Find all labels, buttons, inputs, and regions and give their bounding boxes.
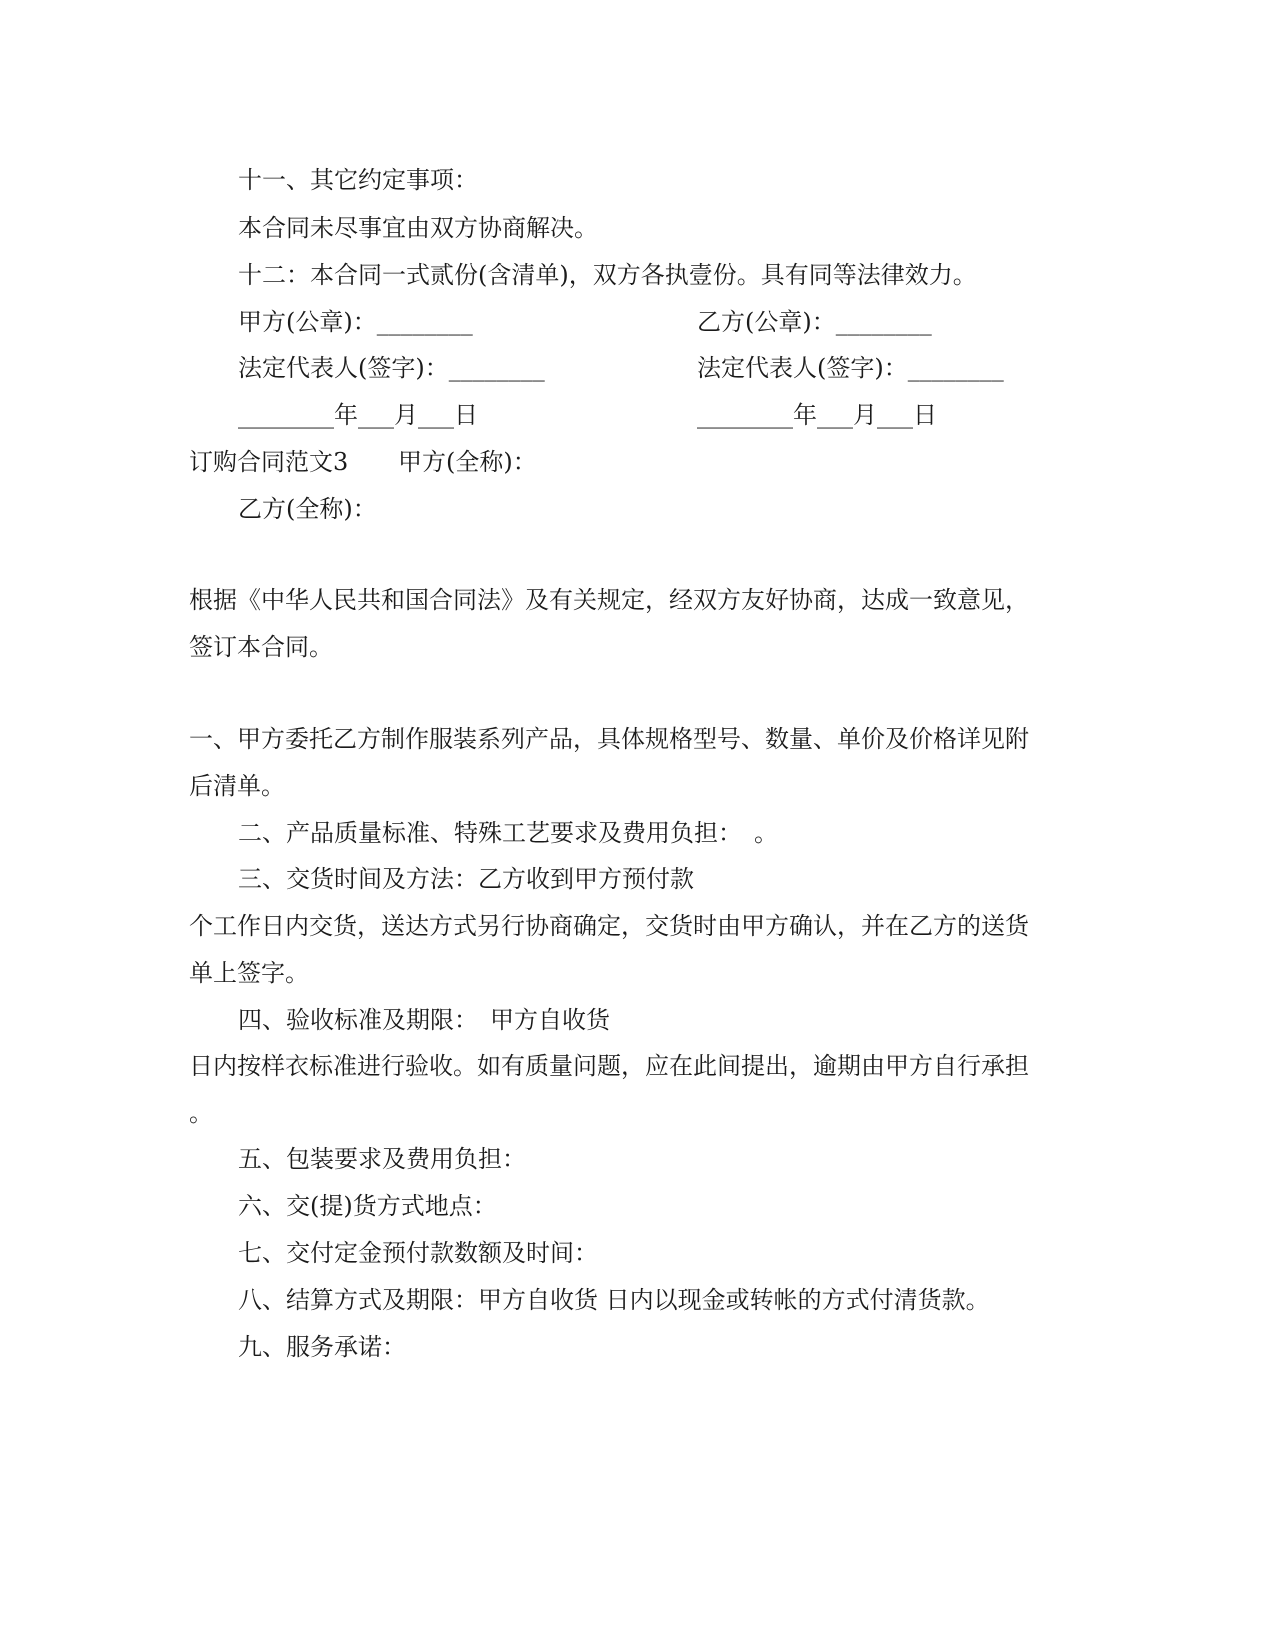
clause-8: 八、结算方式及期限：甲方自收货 日内以现金或转帐的方式付清货款。 — [238, 1286, 990, 1314]
party-a-date-field: ________年___月___日 — [238, 401, 478, 429]
party-b-fullname-field: 乙方(全称)： — [238, 495, 377, 523]
clause-4-line-1: 四、验收标准及期限： 甲方自收货 — [238, 1006, 610, 1034]
party-b-representative-field: 法定代表人(签字)：________ — [697, 354, 1004, 382]
section-12: 十二：本合同一式贰份(含清单)，双方各执壹份。具有同等法律效力。 — [238, 261, 977, 289]
section-11-title: 十一、其它约定事项： — [238, 166, 478, 194]
sample-3-heading: 订购合同范文3 — [189, 448, 349, 476]
clause-2: 二、产品质量标准、特殊工艺要求及费用负担： 。 — [238, 819, 778, 847]
party-b-date-field: ________年___月___日 — [697, 401, 937, 429]
party-a-representative-field: 法定代表人(签字)：________ — [238, 354, 545, 382]
clause-4-line-3: 。 — [189, 1099, 213, 1127]
clause-7: 七、交付定金预付款数额及时间： — [238, 1239, 598, 1267]
clause-3-line-1: 三、交货时间及方法：乙方收到甲方预付款 — [238, 865, 694, 893]
party-a-fullname-field: 甲方(全称)： — [398, 448, 537, 476]
clause-3-line-2: 个工作日内交货，送达方式另行协商确定，交货时由甲方确认，并在乙方的送货 — [189, 912, 1029, 940]
preamble-line-1: 根据《中华人民共和国合同法》及有关规定，经双方友好协商，达成一致意见， — [189, 586, 1029, 614]
clause-3-line-3: 单上签字。 — [189, 959, 309, 987]
clause-1-line-2: 后清单。 — [189, 772, 285, 800]
preamble-line-2: 签订本合同。 — [189, 633, 333, 661]
clause-5: 五、包装要求及费用负担： — [238, 1145, 526, 1173]
clause-9: 九、服务承诺： — [238, 1333, 406, 1361]
party-b-seal-field: 乙方(公章)：________ — [697, 308, 932, 336]
party-a-seal-field: 甲方(公章)：________ — [238, 308, 473, 336]
clause-4-line-2: 日内按样衣标准进行验收。如有质量问题，应在此间提出，逾期由甲方自行承担 — [189, 1052, 1029, 1080]
section-11-body: 本合同未尽事宜由双方协商解决。 — [238, 214, 598, 242]
clause-6: 六、交(提)货方式地点： — [238, 1192, 497, 1220]
clause-1-line-1: 一、甲方委托乙方制作服装系列产品，具体规格型号、数量、单价及价格详见附 — [189, 725, 1029, 753]
